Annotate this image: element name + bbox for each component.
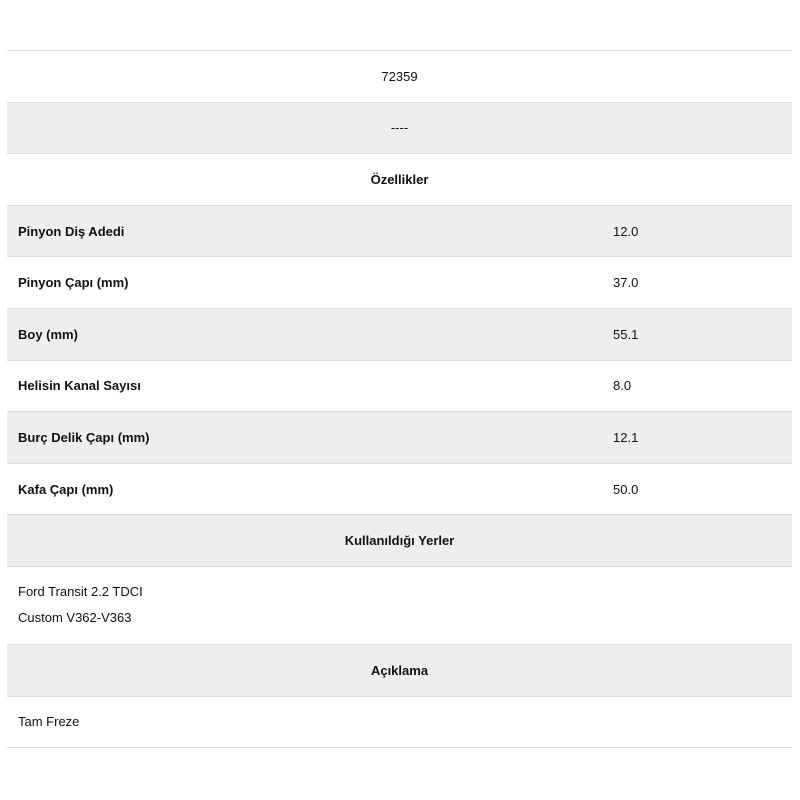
spec-label: Pinyon Diş Adedi bbox=[18, 223, 125, 239]
usage-list bbox=[7, 567, 792, 645]
usage-item: Ford Transit 2.2 TDCI bbox=[18, 584, 143, 600]
spec-label: Boy (mm) bbox=[18, 326, 78, 342]
spec-value: 8.0 bbox=[613, 378, 632, 394]
spec-label: Burç Delik Çapı (mm) bbox=[18, 429, 150, 445]
specs-heading: Özellikler bbox=[370, 171, 429, 187]
product-code: 72359 bbox=[381, 68, 418, 84]
product-subtitle: ---- bbox=[390, 120, 409, 136]
product-subtitle-row bbox=[7, 103, 792, 155]
spec-label: Kafa Çapı (mm) bbox=[18, 481, 114, 497]
spec-row bbox=[7, 309, 792, 361]
description-heading-row bbox=[7, 645, 792, 697]
usage-heading-row bbox=[7, 515, 792, 567]
usage-heading: Kullanıldığı Yerler bbox=[344, 533, 455, 549]
spec-value: 50.0 bbox=[613, 481, 639, 497]
spec-value: 37.0 bbox=[613, 275, 639, 291]
spec-row bbox=[7, 257, 792, 309]
spec-row bbox=[7, 361, 792, 413]
spec-label: Helisin Kanal Sayısı bbox=[18, 378, 141, 394]
spec-value: 12.1 bbox=[613, 429, 639, 445]
description-text: Tam Freze bbox=[18, 714, 80, 730]
spec-label: Pinyon Çapı (mm) bbox=[18, 275, 129, 291]
spec-value: 55.1 bbox=[613, 326, 639, 342]
specs-heading-row bbox=[7, 154, 792, 206]
spec-value: 12.0 bbox=[613, 223, 639, 239]
spec-row bbox=[7, 464, 792, 516]
product-code-row bbox=[7, 51, 792, 103]
description-row bbox=[7, 697, 792, 749]
description-heading: Açıklama bbox=[370, 662, 429, 678]
usage-item: Custom V362-V363 bbox=[18, 610, 132, 626]
product-spec-table bbox=[7, 50, 792, 748]
spec-row bbox=[7, 206, 792, 258]
spec-row bbox=[7, 412, 792, 464]
